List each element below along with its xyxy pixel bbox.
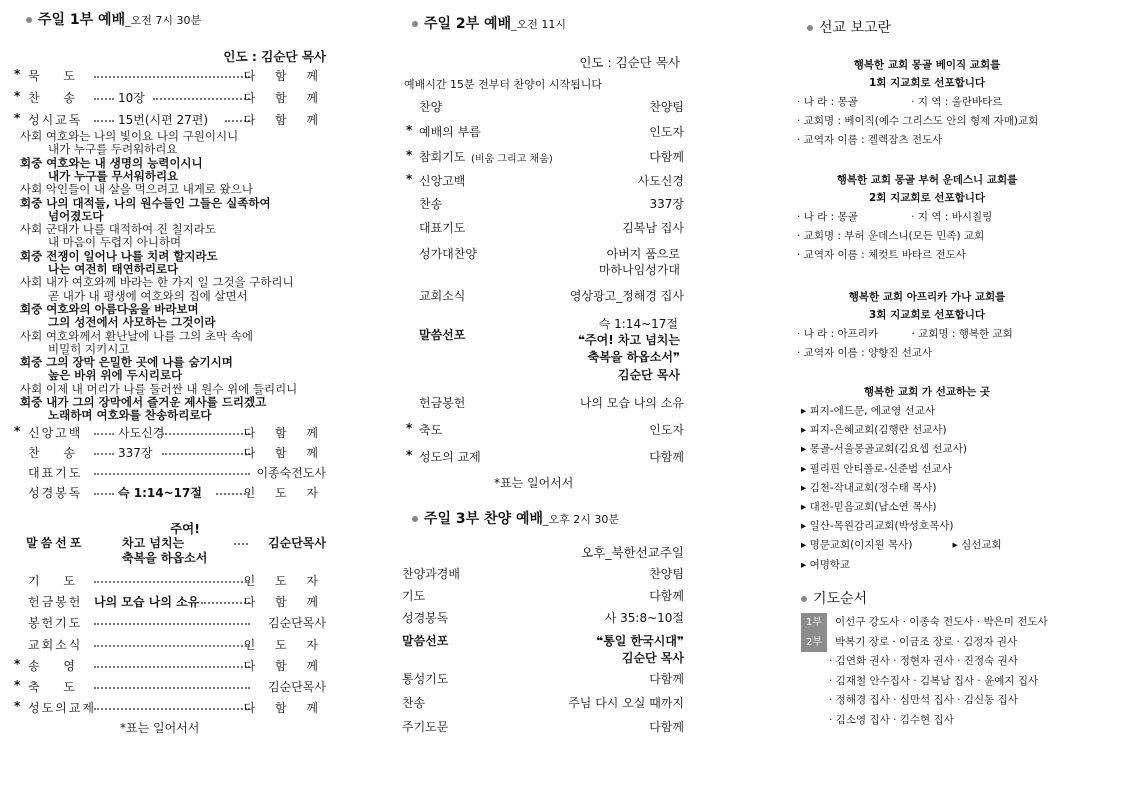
- order-who: 다 함 께: [243, 91, 326, 105]
- first-service-leader: 인도 : 김순단 목사: [223, 49, 326, 64]
- responsive-line: 회중 나의 대적들, 나의 원수들인 그들은 실족하여: [20, 195, 271, 210]
- order-row: [14, 699, 326, 715]
- order-row: [14, 593, 326, 609]
- order-label: 주기도문: [402, 720, 449, 734]
- order-star: *: [406, 148, 413, 162]
- order-label: 찬송: [402, 696, 426, 710]
- order-label: 성도의 교제: [419, 450, 481, 464]
- responsive-line: 내가 누구를 무서워하리요: [48, 168, 179, 183]
- order-who: 다함께: [649, 150, 684, 164]
- order-who: 다 함 께: [243, 69, 326, 83]
- order-star: *: [14, 111, 21, 125]
- mission-places: [801, 402, 1002, 575]
- order-who: 사도신경: [637, 174, 684, 188]
- order-value: 나의 모습 나의 소유: [94, 595, 200, 610]
- order-who: 다 함 께: [243, 658, 326, 673]
- order-who: 다함께: [649, 672, 684, 686]
- responsive-line: 높은 바위 위에 두시리로다: [48, 368, 183, 383]
- responsive-line: 곧 내가 내 평생에 여호와의 집에 살면서: [48, 288, 248, 303]
- order-row: [402, 609, 684, 625]
- mission-block-line: · 교회명 : 부허 운데스니(모든 민족) 교회: [797, 230, 985, 242]
- dots-leader: [94, 473, 250, 475]
- order-row: [402, 287, 684, 303]
- dots-leader: [94, 493, 114, 495]
- mission-block: [797, 57, 1057, 150]
- order-row: [14, 636, 326, 652]
- order-who: 다함께: [649, 589, 684, 603]
- order-label: 송 영: [28, 658, 85, 673]
- order-label: 성시교독: [28, 113, 83, 127]
- third-service-items: [402, 565, 684, 629]
- order-label: 성가대찬양: [419, 247, 477, 261]
- second-service-leader: 인도 : 김순단 목사: [579, 55, 680, 70]
- order-label: 기 도: [28, 574, 85, 588]
- order-star: *: [406, 123, 413, 137]
- sermon-preacher: 김순단 목사: [617, 368, 680, 382]
- order-who: 다 함 께: [243, 446, 326, 460]
- mission-block-line: · 교역자 이름 : 겔렉잠츠 전도사: [797, 134, 943, 146]
- places-title: 행복한 교회 가 선교하는 곳: [863, 386, 991, 398]
- mission-block-subheading: 2회 지교회로 선포합니다: [868, 192, 986, 204]
- order-value: 15번(시편 27편): [118, 113, 209, 127]
- dots-leader: [94, 645, 250, 647]
- order-value: 10장: [118, 91, 145, 105]
- order-who: 나의 모습 나의 소유: [579, 396, 684, 410]
- responsive-line: 비밀히 지키시고: [48, 341, 130, 356]
- order-label: 성도의교제: [28, 701, 96, 716]
- order-row: [402, 670, 684, 686]
- mission-block: [797, 172, 1057, 265]
- sermon-label: 말씀선포: [419, 328, 466, 342]
- mission-place: ▸ 피지-은혜교회(김행란 선교사): [801, 424, 947, 437]
- order-value: 슥 1:14~17절: [118, 486, 202, 500]
- order-row: [402, 245, 684, 261]
- dots-leader: [94, 581, 250, 583]
- sermon-row: 말씀선포 차고 넘치는 김순단목사: [26, 536, 326, 550]
- order-row: [14, 614, 326, 630]
- order-value: 사도신경: [118, 426, 165, 440]
- third-sermon-label: 말씀선포: [402, 634, 449, 648]
- mission-block-subheading: 1회 지교회로 선포합니다: [868, 77, 986, 89]
- prayer-row: [801, 691, 1048, 711]
- responsive-line: 회중 여호와는 내 생명의 능력이시니: [20, 155, 203, 170]
- order-who: 찬양팀: [649, 567, 684, 581]
- bullet-dot-icon: [412, 21, 418, 27]
- mission-place: ▸ 필리핀 안티폴로-신준범 선교사: [801, 462, 952, 475]
- order-row: [14, 444, 326, 460]
- order-label: 성경봉독: [402, 611, 449, 625]
- sermon-ref: 슥 1:14~17절: [598, 317, 678, 331]
- responsive-line: 사회 여호와는 나의 빛이요 나의 구원이시니: [20, 129, 239, 143]
- order-star: *: [14, 424, 21, 438]
- order-label: 묵 도: [28, 69, 85, 83]
- dots-leader: [94, 623, 250, 625]
- order-who: 사 35:8~10절: [604, 611, 684, 625]
- order-row: [402, 421, 684, 437]
- order-row: [402, 587, 684, 603]
- order-who: 주님 다시 오실 때까지: [568, 696, 684, 710]
- responsive-line: 사회 군대가 나를 대적하여 진 칠지라도: [20, 222, 217, 237]
- order-who: 마하나임성가대: [598, 263, 680, 277]
- order-star: *: [14, 656, 21, 671]
- dots-leader: [94, 666, 250, 668]
- mission-place: ▸ 김천-작내교회(정수태 목사): [801, 481, 937, 494]
- order-row: [402, 172, 684, 188]
- prayer-text: · 김재철 안수집사 · 김복남 집사 · 윤예지 집사: [829, 674, 1039, 687]
- order-label: 통성기도: [402, 672, 449, 686]
- mission-block-line: · 교역자 이름 : 양향진 선교사: [797, 347, 933, 359]
- dots-leader: [94, 98, 114, 100]
- order-row: [402, 261, 684, 277]
- order-row: [14, 464, 326, 480]
- order-row: [14, 89, 326, 105]
- order-label: 대표기도: [419, 221, 466, 235]
- responsive-line: 회중 내가 그의 장막에서 즐거운 제사를 드리겠고: [20, 395, 267, 409]
- responsive-line: 노래하며 여호와를 찬송하리로다: [48, 408, 212, 423]
- order-star: *: [14, 89, 21, 103]
- order-row: [402, 98, 684, 114]
- order-label: 교회소식: [419, 289, 466, 303]
- first-service-items: [14, 67, 326, 133]
- responsive-line: 사회 여호와께서 환난날에 나를 그의 초막 속에: [20, 328, 254, 343]
- third-sermon-preacher: 김순단 목사: [621, 651, 684, 665]
- order-who: 다함께: [649, 720, 684, 734]
- order-who: 인 도 자: [243, 486, 326, 500]
- second-service-items: [402, 98, 684, 308]
- order-label: 봉헌기도: [28, 616, 83, 631]
- sermon-title-2: 축복을 하옵소서❞: [587, 350, 680, 364]
- mission-block-subheading: 3회 지교회로 선포합니다: [868, 309, 986, 321]
- order-star: *: [14, 678, 21, 692]
- order-label: 신앙고백: [28, 426, 83, 440]
- prayer-row: [801, 711, 1048, 731]
- order-label: 찬양과경배: [402, 567, 460, 581]
- mission-block-heading: 행복한 교회 아프리카 가나 교회를: [848, 291, 1006, 303]
- responsive-line: 회중 그의 장막 은밀한 곳에 나를 숨기시며: [20, 355, 233, 370]
- order-label: 찬 송: [28, 91, 85, 105]
- third-sermon-title: ❝통일 한국시대❞: [596, 634, 684, 648]
- order-row: [402, 394, 684, 410]
- order-label: 찬 송: [28, 446, 85, 460]
- order-star: *: [406, 421, 413, 435]
- order-note: (비움 그리고 채움): [471, 154, 553, 165]
- second-service-footnote: *표는 일어서서: [494, 476, 574, 490]
- order-who: 다함께: [649, 450, 684, 464]
- sermon-title-1: ❝주여! 차고 넘치는: [577, 333, 680, 347]
- order-star: *: [406, 448, 413, 462]
- mission-report-title: 선교 보고란: [807, 17, 891, 37]
- bullet-dot-icon: [801, 596, 807, 602]
- prayer-text: 이선구 강도사 · 이종숙 전도사 · 박은미 전도사: [835, 616, 1048, 628]
- prayer-row: [801, 672, 1048, 692]
- order-who: 다 함 께: [243, 113, 326, 127]
- third-service-items-2: [402, 670, 684, 742]
- responsive-line: 회중 전쟁이 일어나 나를 치려 할지라도: [20, 248, 218, 263]
- mission-place: ▸ 일산-목원감리교회(박성호목사): [801, 520, 954, 533]
- order-label: 예배의 부름: [419, 125, 481, 139]
- order-row: [14, 678, 326, 694]
- order-row: [14, 111, 326, 127]
- order-label: 축 도: [28, 680, 85, 694]
- first-service-items-2: [14, 424, 326, 508]
- first-service-footnote: *표는 일어서서: [120, 721, 200, 735]
- responsive-line: 내가 누구를 두려워하리요: [48, 142, 178, 157]
- prayer-text: 박복기 장로 · 이금조 장로 · 김정자 권사: [835, 635, 1018, 648]
- second-service-title: 주일 2부 예배_오전 11시: [412, 13, 566, 33]
- sermon-line1: 주여!: [170, 521, 200, 536]
- order-label: 교회소식: [28, 637, 83, 652]
- order-label: 찬양: [419, 100, 443, 114]
- mission-block: [797, 289, 1057, 363]
- responsive-line: 넘어졌도다: [48, 208, 104, 223]
- order-label: 축도: [419, 423, 443, 437]
- mission-block-line: · 교회명 : 베이직(예수 그리스도 안의 형제 자매)교회: [797, 115, 1039, 127]
- order-row: [402, 123, 684, 139]
- prayer-text: · 김연화 권사 · 정현자 권사 · 진정숙 권사: [829, 655, 1018, 667]
- bullet-dot-icon: [807, 25, 813, 31]
- order-who: 다 함 께: [243, 426, 326, 440]
- prayer-tag: 1부: [801, 613, 827, 633]
- responsive-line: 그의 성전에서 사모하는 그것이라: [48, 315, 216, 330]
- order-row: [402, 448, 684, 464]
- mission-place: ▸ 명문교회(이지원 목사) ▸ 심선교회: [801, 539, 1002, 552]
- order-row: [402, 718, 684, 734]
- dots-leader: [94, 76, 250, 78]
- mission-place: ▸ 대전-믿음교회(남소연 목사): [801, 501, 937, 514]
- responsive-line: 내 마음이 두렵지 아니하며: [48, 235, 182, 250]
- mission-place: ▸ 여명학교: [801, 558, 851, 571]
- order-who: 다 함 께: [243, 595, 326, 610]
- order-label: 신앙고백: [419, 174, 466, 188]
- order-row: [402, 148, 684, 164]
- prayer-row: [801, 633, 1048, 653]
- responsive-line: 나는 여전히 태연하리로다: [48, 262, 179, 276]
- mission-block-heading: 행복한 교회 몽골 베이직 교회를: [853, 59, 1001, 71]
- order-label: 헌금봉헌: [419, 396, 466, 410]
- first-service-title: 주일 1부 예배_오전 7시 30분: [26, 9, 201, 29]
- prayer-list: [801, 613, 1048, 730]
- order-who: 아버지 품으로: [606, 247, 680, 261]
- order-star: *: [14, 699, 21, 714]
- responsive-line: 사회 내가 여호와께 바라는 한 가지 일 그것을 구하리니: [20, 275, 294, 290]
- order-star: *: [14, 67, 21, 81]
- prayer-text: · 정해경 집사 · 심만석 집사 · 김신동 집사: [829, 694, 1018, 706]
- mission-place: ▸ 피지-에드문, 에교영 선교사: [801, 405, 935, 417]
- first-service-items-3: [14, 572, 326, 714]
- responsive-reading: [14, 130, 326, 422]
- responsive-line: 회중 여호와의 아름다움을 바라보며: [20, 301, 199, 316]
- order-who: 인 도 자: [243, 574, 326, 588]
- dots-leader: [162, 433, 250, 435]
- sermon-line3: 축복을 하옵소서: [122, 551, 208, 565]
- dots-leader: [94, 708, 250, 710]
- order-row: [402, 565, 684, 581]
- mission-block-heading: 행복한 교회 몽골 부허 운데스니 교회를: [836, 174, 1018, 186]
- order-label: 헌금봉헌: [28, 595, 83, 610]
- order-row: [402, 219, 684, 235]
- order-row: [402, 195, 684, 211]
- dots-leader: [94, 687, 250, 689]
- bullet-dot-icon: [412, 516, 418, 522]
- order-who: 김순단목사: [268, 680, 326, 694]
- bullet-dot-icon: [26, 17, 32, 23]
- mission-block-line: · 나 라 : 몽골 · 지 역 : 바시칠링: [797, 211, 993, 223]
- prayer-tag: 2부: [801, 633, 827, 653]
- responsive-line: 사회 악인들이 내 살을 먹으려고 내게로 왔으나: [20, 182, 254, 197]
- mission-block-line: · 교역자 이름 : 체컷트 바타르 전도사: [797, 249, 966, 261]
- order-star: *: [406, 172, 413, 186]
- prayer-title: 기도순서: [801, 588, 867, 608]
- order-who: 김복남 집사: [622, 221, 684, 235]
- mission-place: ▸ 몽골-서울몽골교회(김요셉 선교사): [801, 443, 967, 456]
- dots-leader: [94, 120, 114, 122]
- second-service-items-2: [402, 394, 684, 474]
- order-label: 찬송: [419, 197, 443, 211]
- order-who: 인 도 자: [243, 637, 326, 652]
- order-who: 인도자: [649, 423, 684, 437]
- third-service-subtitle: 오후_북한선교주일: [581, 545, 684, 560]
- order-who: 다 함 께: [243, 701, 326, 716]
- dots-leader: [153, 98, 250, 100]
- second-service-note: 예배시간 15분 전부터 찬양이 시작됩니다: [404, 78, 602, 91]
- order-value: 337장: [118, 446, 153, 460]
- prayer-row: [801, 613, 1048, 633]
- order-who: 김순단목사: [268, 616, 326, 631]
- order-row: [14, 67, 326, 83]
- responsive-line: 사회 이제 내 머리가 나를 둘러싼 내 원수 위에 들리리니: [20, 381, 298, 396]
- order-who: 찬양팀: [649, 100, 684, 114]
- prayer-row: [801, 652, 1048, 672]
- order-label: 성경봉독: [28, 486, 83, 500]
- order-row: [14, 657, 326, 673]
- order-row: [14, 572, 326, 588]
- dots-leader: [162, 453, 250, 455]
- prayer-text: · 김소영 집사 · 김수현 집사: [829, 713, 954, 726]
- order-label: 참회기도: [419, 150, 466, 164]
- mission-block-line: · 나 라 : 몽골 · 지 역 : 울란바타르: [797, 96, 1003, 108]
- order-label: 대표기도: [28, 466, 83, 480]
- order-who: 인도자: [649, 125, 684, 139]
- dots-leader: [94, 433, 114, 435]
- order-label: 기도: [402, 589, 426, 603]
- order-row: [402, 694, 684, 710]
- order-row: [14, 484, 326, 500]
- third-service-title: 주일 3부 찬양 예배_오후 2시 30분: [412, 508, 619, 528]
- order-who: 영상광고_정해경 집사: [569, 289, 684, 303]
- order-who: 337장: [649, 197, 684, 211]
- mission-block-line: · 나 라 : 아프리카 · 교회명 : 행복한 교회: [797, 328, 1013, 340]
- dots-leader: [94, 453, 114, 455]
- order-who: 이종숙전도사: [256, 466, 326, 480]
- order-row: [14, 424, 326, 440]
